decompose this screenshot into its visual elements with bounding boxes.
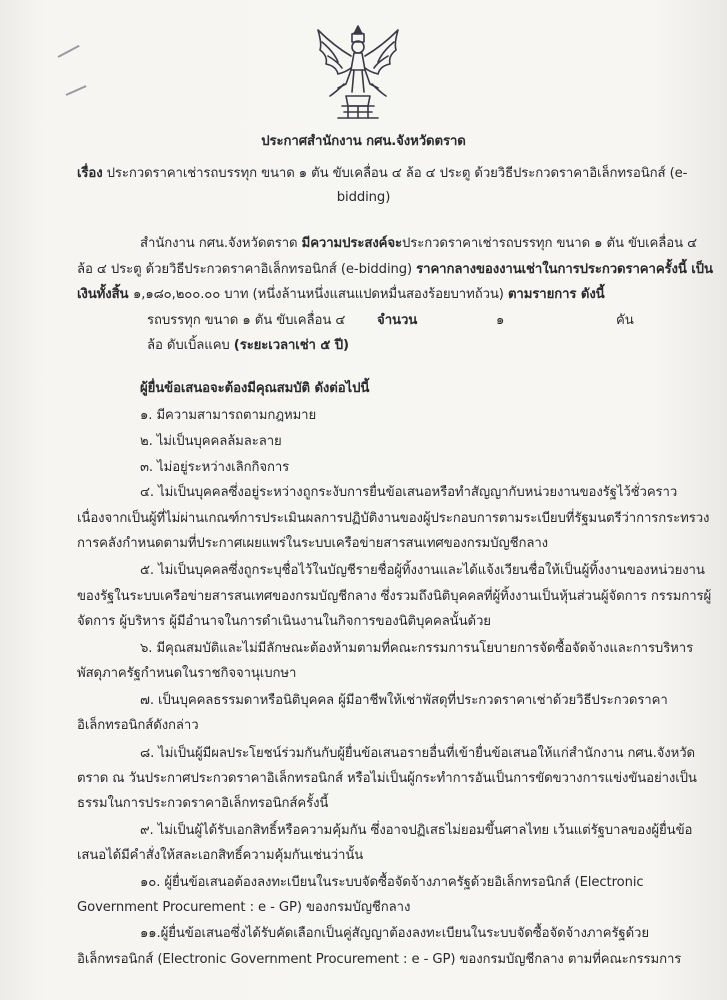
intro-line-3: [77, 287, 605, 303]
intro-median-price: ราคากลางของงานเช่าในการประกวดราคาครั้งนี้ เป็น: [416, 262, 713, 277]
intro-method: ล้อ ๔ ประตู ด้วยวิธีประกวดราคาอิเล็กทรอนิกส์ (e-bidding): [77, 262, 417, 277]
item-row: [0, 313, 727, 329]
intro-list-label: ตามรายการ ดังนี้: [507, 287, 605, 302]
qualifications-heading: ผู้ยื่นข้อเสนอจะต้องมีคุณสมบัติ ดังต่อไปนี้: [140, 381, 370, 396]
intro-amount-words: (หนึ่งล้านหนึ่งแสนแปดหมื่นสองร้อยบาทถ้วน): [252, 287, 508, 302]
qualification-1: ๑. มีความสามารถตามกฎหมาย: [140, 408, 317, 423]
intro-amount: ๑,๑๘๐,๒๐๐.๐๐ บาท: [132, 287, 253, 302]
qualification-4-line-2: เนื่องจากเป็นผู้ที่ไม่ผ่านเกณฑ์การประเมินผลการปฏิบัติงานของผู้ประกอบการตามระเบียบที่รัฐมนตรีว่าการกระทรวง: [77, 511, 710, 526]
intro-line-2: [77, 262, 713, 278]
qualification-5-line-3: จัดการ ผู้บริหาร ผู้มีอำนาจในการดำเนินงานในกิจการของนิติบุคคลนั้นด้วย: [77, 614, 491, 629]
intro-total-label: เงินทั้งสิ้น: [77, 287, 133, 302]
qualification-8-line-3: ธรรมในการประกวดราคาอิเล็กทรอนิกส์ครั้งนี้: [77, 796, 329, 811]
qualification-11-line-1: ๑๑.ผู้ยื่นข้อเสนอซึ่งได้รับคัดเลือกเป็นคู่สัญญาต้องลงทะเบียนในระบบจัดซื้อจัดจ้างภาครัฐด้วย: [140, 926, 649, 941]
qualification-4-line-1: ๔. ไม่เป็นบุคคลซึ่งอยู่ระหว่างถูกระงับการยื่นข้อเสนอหรือทำสัญญากับหน่วยงานของรัฐไว้ชั่วคราว: [140, 485, 678, 500]
pen-mark: [66, 85, 87, 96]
item-qty: ๑: [496, 313, 505, 328]
subject-line-2: bidding): [336, 190, 391, 205]
item-type: ล้อ ดับเบิ้ลแคบ: [147, 338, 234, 353]
item-unit: คัน: [616, 313, 634, 328]
qualification-4-line-3: การคลังกำหนดตามที่ประกาศเผยแพร่ในระบบเครือข่ายสารสนเทศของกรมบัญชีกลาง: [77, 536, 548, 551]
item-qty-label: จำนวน: [377, 313, 418, 328]
intro-agency: สำนักงาน กศน.จังหวัดตราด: [140, 236, 302, 251]
qualification-5-line-2: ของรัฐในระบบเครือข่ายสารสนเทศของกรมบัญชีกลาง ซึ่งรวมถึงนิติบุคคลที่ผู้ทิ้งงานเป็นหุ้นส่วนผู้จัดการ กรรมการผู้: [77, 589, 712, 604]
qualification-8-line-1: ๘. ไม่เป็นผู้มีผลประโยชน์ร่วมกันกับผู้ยื่นข้อเสนอรายอื่นที่เข้ายื่นข้อเสนอให้แก่สำนักงาน กศน.จังหวัด: [140, 746, 696, 761]
qualification-10-line-2: Government Procurement : e - GP) ของกรมบัญชีกลาง: [77, 900, 411, 915]
qualification-3: ๓. ไม่อยู่ระหว่างเลิกกิจการ: [140, 460, 290, 475]
pen-mark: [58, 45, 80, 58]
item-rental-period: (ระยะเวลาเช่า ๕ ปี): [233, 338, 349, 353]
agency-title: ประกาศสำนักงาน กศน.จังหวัดตราด: [261, 134, 466, 149]
subject-line-1: [77, 166, 687, 182]
qualification-7-line-1: ๗. เป็นบุคคลธรรมดาหรือนิติบุคคล ผู้มีอาชีพให้เช่าพัสดุที่ประกวดราคาเช่าด้วยวิธีประกวดราคา: [140, 693, 668, 708]
qualification-10-line-1: ๑๐. ผู้ยื่นข้อเสนอต้องลงทะเบียนในระบบจัดซื้อจัดจ้างภาครัฐด้วยอิเล็กทรอนิกส์ (Electronic: [140, 875, 644, 890]
qualification-7-line-2: อิเล็กทรอนิกส์ดังกล่าว: [77, 718, 199, 733]
qualification-2: ๒. ไม่เป็นบุคคลล้มละลาย: [140, 434, 282, 449]
item-name: รถบรรทุก ขนาด ๑ ตัน ขับเคลื่อน ๔: [147, 313, 346, 328]
qualification-5-line-1: ๕. ไม่เป็นบุคคลซึ่งถูกระบุชื่อไว้ในบัญชีรายชื่อผู้ทิ้งงานและได้แจ้งเวียนชื่อให้เป็นผู้ทิ้งงานของหน่วยงาน: [140, 563, 705, 578]
qualification-8-line-2: ตราด ณ วันประกาศประกวดราคาอิเล็กทรอนิกส์ หรือไม่เป็นผู้กระทำการอันเป็นการขัดขวางการแข่งขันอย่างเป็น: [77, 771, 697, 786]
qualification-9-line-1: ๙. ไม่เป็นผู้ได้รับเอกสิทธิ์หรือความคุ้มกัน ซึ่งอาจปฏิเสธไม่ยอมขึ้นศาลไทย เว้นแต่รัฐบาลของผู้ยื่นข้อ: [140, 823, 693, 838]
qualification-6-line-2: พัสดุภาครัฐกำหนดในราชกิจจานุเบกษา: [77, 666, 297, 681]
garuda-emblem-icon: [308, 22, 408, 126]
qualification-9-line-2: เสนอได้มีคำสั่งให้สละเอกสิทธิ์ความคุ้มกันเช่นว่านั้น: [77, 848, 364, 863]
intro-intent: มีความประสงค์จะ: [301, 236, 402, 251]
intro-line-1: [140, 236, 697, 252]
subject-label: เรื่อง: [77, 166, 103, 181]
item-line-2: [147, 338, 349, 354]
subject-text: ประกวดราคาเช่ารถบรรทุก ขนาด ๑ ตัน ขับเคลื่อน ๔ ล้อ ๔ ประตู ด้วยวิธีประกวดราคาอิเล็กทรอนิกส์ (e-: [106, 166, 688, 181]
qualification-6-line-1: ๖. มีคุณสมบัติและไม่มีลักษณะต้องห้ามตามที่คณะกรรมการนโยบายการจัดซื้อจัดจ้างและการบริหาร: [140, 641, 694, 656]
qualification-11-line-2: อิเล็กทรอนิกส์ (Electronic Government Procurement : e - GP) ของกรมบัญชีกลาง ตามที่คณะกรรมการ: [77, 952, 682, 967]
intro-purpose: ประกวดราคาเช่ารถบรรทุก ขนาด ๑ ตัน ขับเคลื่อน ๔: [402, 236, 697, 251]
